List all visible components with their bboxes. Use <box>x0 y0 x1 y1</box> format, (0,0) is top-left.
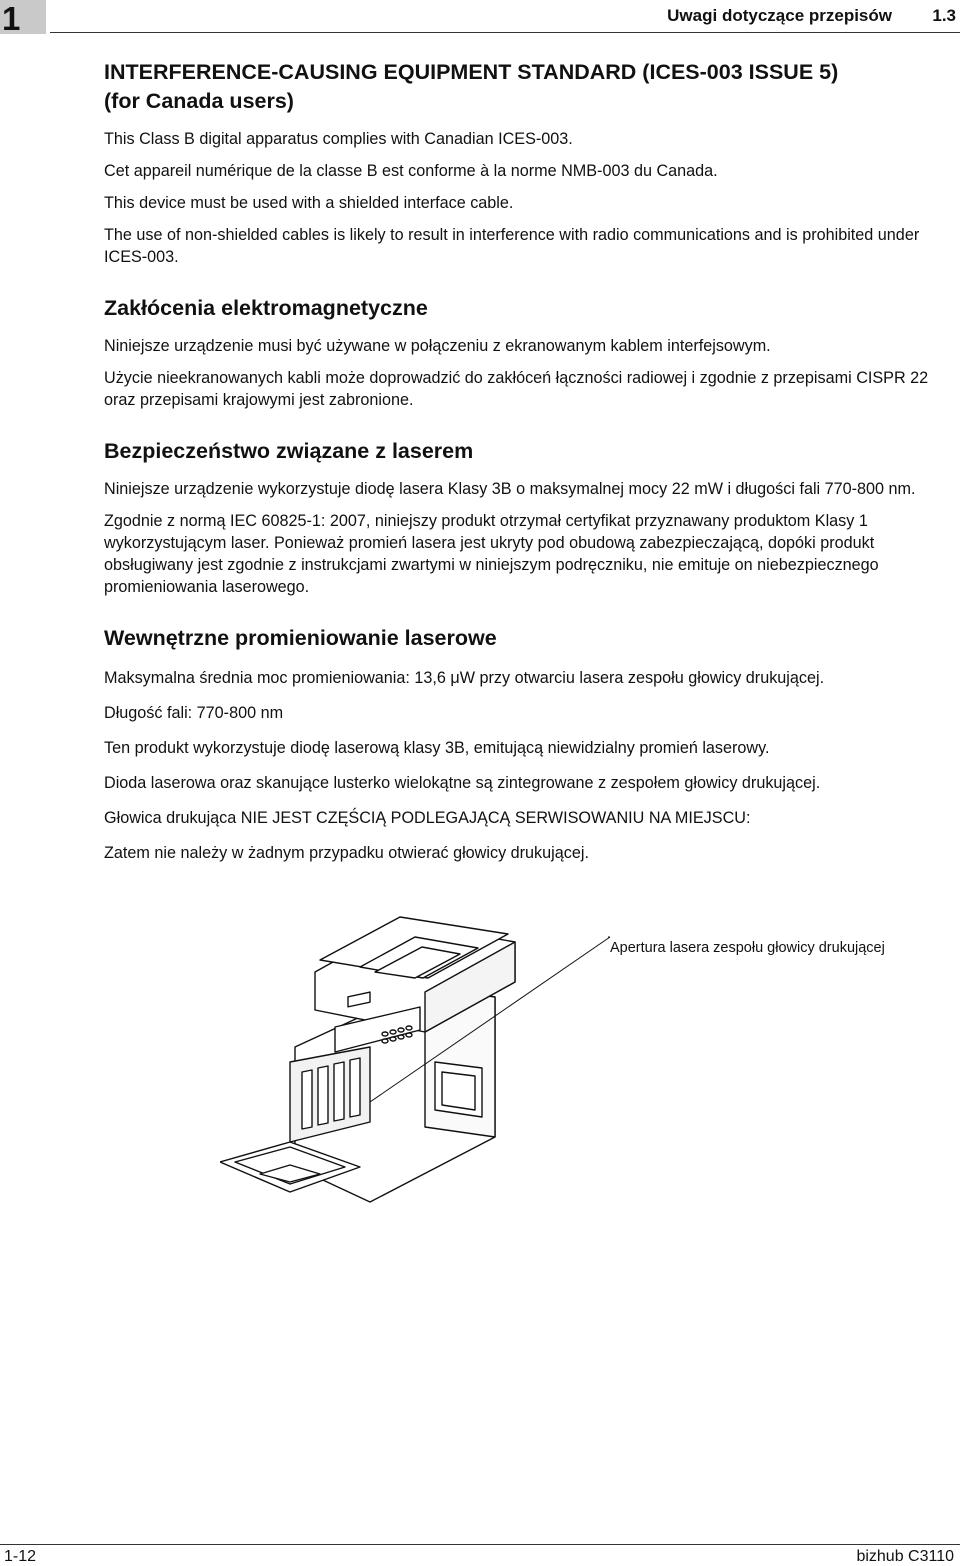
paragraph: This Class B digital apparatus complies with Canadian ICES-003. <box>104 130 573 148</box>
header-section-number: 1.3 <box>932 6 956 25</box>
paragraph: Niniejsze urządzenie musi być używane w połączeniu z ekranowanym kablem interfejsowym. <box>104 337 771 355</box>
printer-illustration <box>220 912 920 1212</box>
page-number: 1-12 <box>4 1548 37 1565</box>
paragraph: Maksymalna średnia moc promieniowania: 13,6 μW przy otwarciu lasera zespołu głowicy drukującej. <box>104 669 825 687</box>
paragraph: Niniejsze urządzenie wykorzystuje diodę lasera Klasy 3B o maksymalnej mocy 22 mW i długości fali 770-800 nm. <box>104 480 916 498</box>
section-laser-safety <box>104 437 956 598</box>
page-content <box>104 58 956 877</box>
header-rule <box>50 32 960 33</box>
paragraph: Cet appareil numérique de la classe B est conforme à la norme NMB-003 du Canada. <box>104 162 718 180</box>
paragraph: Długość fali: 770-800 nm <box>104 704 284 722</box>
product-name: bizhub C3110 <box>856 1548 954 1565</box>
heading-line-2: (for Canada users) <box>104 89 294 113</box>
section-emc <box>104 294 956 411</box>
section-heading <box>104 58 956 116</box>
paragraph: This device must be used with a shielded interface cable. <box>104 194 514 212</box>
section-internal-laser <box>104 624 956 864</box>
footer-rule <box>0 1544 960 1545</box>
section-ices <box>104 58 956 268</box>
paragraph: Dioda laserowa oraz skanujące lusterko wielokątne są zintegrowane z zespołem głowicy drukującej. <box>104 774 821 792</box>
heading-line-1: INTERFERENCE-CAUSING EQUIPMENT STANDARD (ICES-003 ISSUE 5) <box>104 60 839 84</box>
paragraph: Ten produkt wykorzystuje diodę laserową klasy 3B, emitującą niewidzialny promień laserowy. <box>104 739 770 757</box>
chapter-number: 1 <box>2 0 21 37</box>
section-heading: Wewnętrzne promieniowanie laserowe <box>104 626 497 650</box>
figure-callout-label: Apertura lasera zespołu głowicy drukującej <box>610 940 885 956</box>
paragraph: Zgodnie z normą IEC 60825-1: 2007, niniejszy produkt otrzymał certyfikat przyznawany produktom Klasy 1 wykorzystującym laser. Ponieważ promień lasera jest ukryty pod obudową zabezpieczającą, dopóki produkt obsługiwany jest zgodnie z instrukcjami zwartymi w niniejszym podręczniku, nie emituje on niebezpiecznego promieniowania laserowego. <box>104 512 879 596</box>
section-heading: Zakłócenia elektromagnetyczne <box>104 296 428 320</box>
paragraph: Zatem nie należy w żadnym przypadku otwierać głowicy drukującej. <box>104 844 589 862</box>
paragraph: The use of non-shielded cables is likely to result in interference with radio communications and is prohibited under ICES-003. <box>104 226 920 266</box>
section-heading: Bezpieczeństwo związane z laserem <box>104 439 474 463</box>
header-title: Uwagi dotyczące przepisów <box>667 6 892 25</box>
paragraph: Głowica drukująca NIE JEST CZĘŚCIĄ PODLEGAJĄCĄ SERWISOWANIU NA MIEJSCU: <box>104 809 751 827</box>
paragraph: Użycie nieekranowanych kabli może doprowadzić do zakłóceń łączności radiowej i zgodnie z przepisami CISPR 22 oraz przepisami krajowymi jest zabronione. <box>104 369 929 409</box>
